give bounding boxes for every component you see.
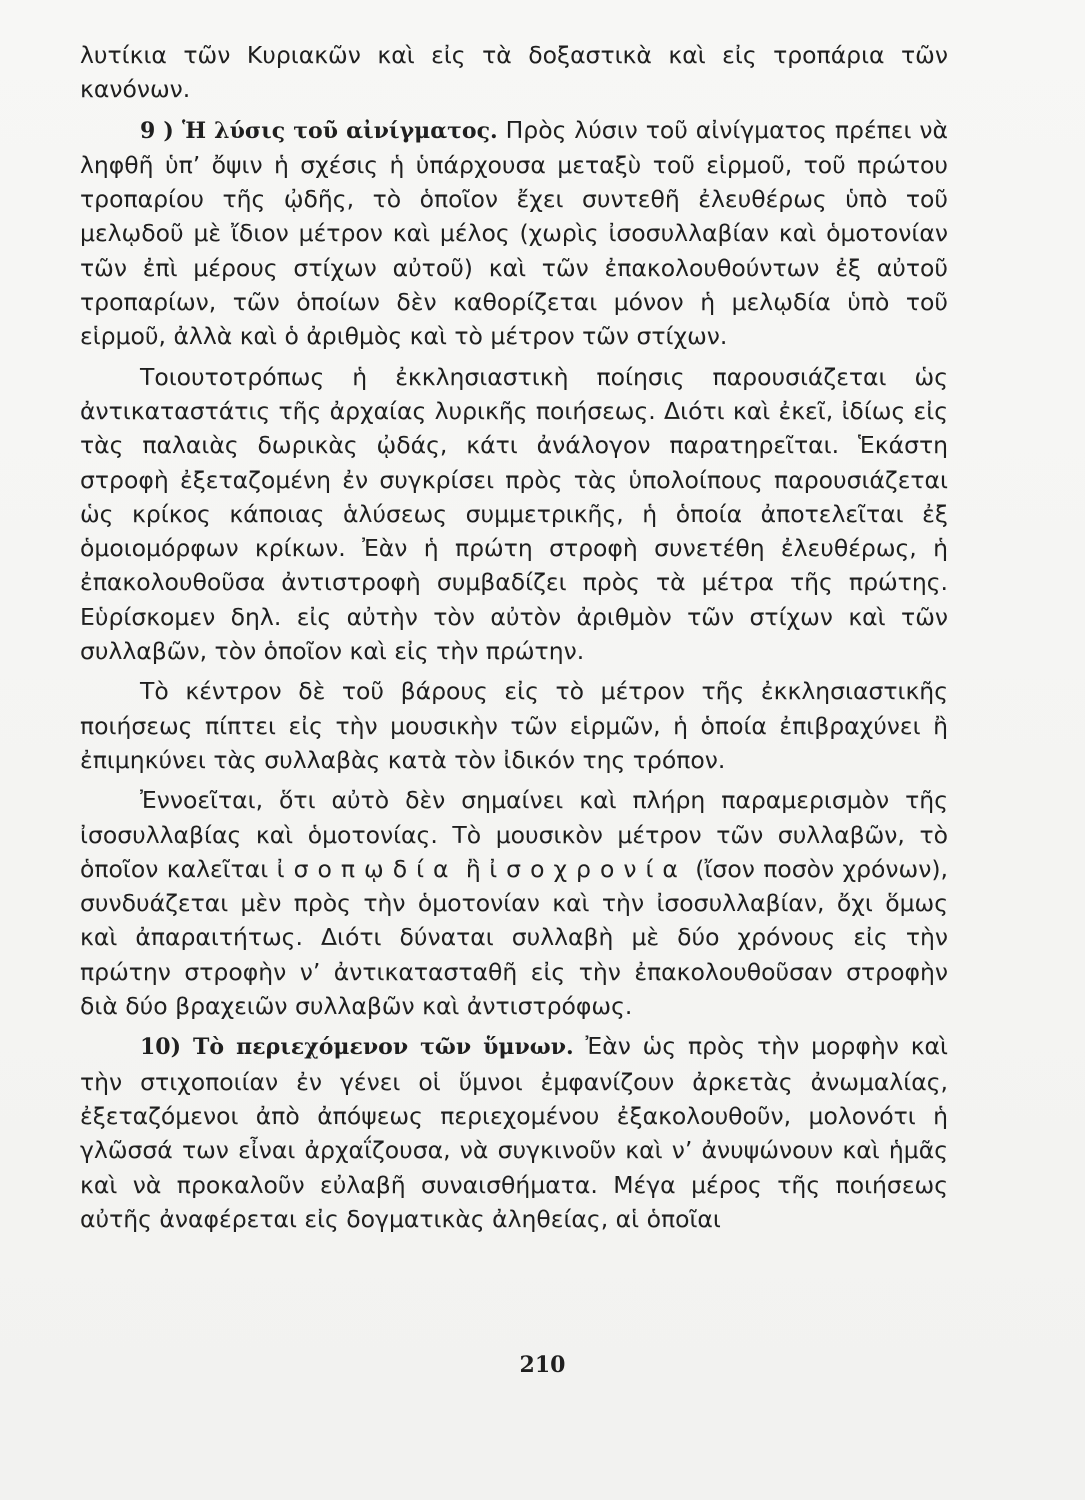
paragraph-1 — [80, 38, 948, 107]
paragraph-4-text: Τὸ κέντρον δὲ τοῦ βάρους εἰς τὸ μέτρον τῆς ἐκκλησιαστικῆς ποιήσεως πίπτει εἰς τὴν μουσικὴν τῶν εἱρμῶν, ἡ ὁποία ἐπιβραχύνει ἢ ἐπιμηκύνει τὰς συλλαβὰς κατὰ τὸν ἰδικόν της τρόπον. — [80, 677, 948, 774]
paragraph-5-text-b: (ἴσον ποσὸν χρόνων), συνδυάζεται μὲν πρὸς τὴν ὁμοτονίαν καὶ τὴν ἰσοσυλλαβίαν, ὄχι ὅμως καὶ ἀπαραιτήτως. Διότι δύναται συλλαβὴ μὲ δύο χρόνους εἰς τὴν πρώτην στροφὴν ν’ ἀντικατασταθῆ εἰς τὴν ἐπακολουθοῦσαν στροφὴν διὰ δύο βραχειῶν συλλαβῶν καὶ ἀντιστρόφως. — [80, 854, 948, 1021]
paragraph-5-text-a: Ἐννοεῖται, ὅτι αὐτὸ δὲν σημαίνει καὶ πλήρη παραμερισμὸν τῆς ἰσοσυλλαβίας καὶ ὁμοτονίας. Τὸ μουσικὸν μέτρον τῶν συλλαβῶν, τὸ ὁποῖον καλεῖται — [80, 786, 948, 883]
paragraph-5 — [80, 783, 948, 1023]
paragraph-6-text: Ἐὰν ὡς πρὸς τὴν μορφὴν καὶ τὴν στιχοποιίαν ἐν γένει οἱ ὕμνοι ἐμφανίζουν ἀρκετὰς ἀνωμαλίας, ἐξεταζόμενοι ἀπὸ ἀπόψεως περιεχομένου ἐξακολουθοῦν, μολονότι ἡ γλῶσσά των εἶναι ἀρχαΐζουσα, νὰ συγκινοῦν καὶ ν’ ἀνυψώνουν καὶ ἡμᾶς καὶ νὰ προκαλοῦν εὐλαβῆ συναισθήματα. Μέγα μέρος τῆς ποιήσεως αὐτῆς ἀναφέρεται εἰς δογματικὰς ἀληθείας, αἱ ὁποῖαι — [80, 1032, 948, 1233]
paragraph-3-text: Τοιουτοτρόπως ἡ ἐκκλησιαστικὴ ποίησις παρουσιάζεται ὡς ἀντικαταστάτις τῆς ἀρχαίας λυρικῆς ποιήσεως. Διότι καὶ ἐκεῖ, ἰδίως εἰς τὰς παλαιὰς δωρικὰς ᾠδάς, κάτι ἀνάλογον παρατηρεῖται. Ἑκάστη στροφὴ ἐξεταζομένη ἐν συγκρίσει πρὸς τὰς ὑπολοίπους παρουσιάζεται ὡς κρίκος κάποιας ἁλύσεως συμμετρικῆς, ἡ ὁποία ἀποτελεῖται ἐξ ὁμοιομόρφων κρίκων. Ἐὰν ἡ πρώτη στροφὴ συνετέθη ἐλευθέρως, ἡ ἐπακολουθοῦσα ἀντιστροφὴ συμβαδίζει πρὸς τὰ μέτρα τῆς πρώτης. Εὑρίσκομεν δηλ. εἰς αὐτὴν τὸν αὐτὸν ἀριθμὸν τῶν στίχων καὶ τῶν συλλαβῶν, τὸν ὁποῖον καὶ εἰς τὴν πρώτην. — [80, 362, 948, 666]
paragraph-1-text: λυτίκια τῶν Κυριακῶν καὶ εἰς τὰ δοξαστικὰ καὶ εἰς τροπάρια τῶν κανόνων. — [80, 41, 948, 104]
paragraph-4 — [80, 674, 948, 777]
section-10-heading: 10) Τὸ περιεχόμενον τῶν ὕμνων. — [140, 1034, 574, 1061]
section-9-heading: 9 ) Ἡ λύσις τοῦ αἰνίγματος. — [140, 117, 498, 144]
paragraph-5-conjunction: ἢ — [457, 854, 490, 883]
paragraph-3 — [80, 360, 948, 669]
page-number: 210 — [519, 1352, 566, 1378]
body-text — [80, 38, 948, 1236]
paragraph-2 — [80, 113, 948, 354]
term-isochronia: ἰσοχρονία — [489, 854, 687, 883]
paragraph-2-text: Πρὸς λύσιν τοῦ αἰνίγματος πρέπει νὰ ληφθῆ ὑπ’ ὄψιν ἡ σχέσις ἡ ὑπάρχουσα μεταξὺ τοῦ εἱρμοῦ, τοῦ πρώτου τροπαρίου τῆς ᾠδῆς, τὸ ὁποῖον ἔχει συντεθῆ ἐλευθέρως ὑπὸ τοῦ μελῳδοῦ μὲ ἴδιον μέτρον καὶ μέλος (χωρὶς ἰσοσυλλαβίαν καὶ ὁμοτονίαν τῶν ἐπὶ μέρους στίχων αὐτοῦ) καὶ τῶν ἐπακολουθούντων ἐξ αὐτοῦ τροπαρίων, τῶν ὁποίων δὲν καθορίζεται μόνον ἡ μελῳδία ὑπὸ τοῦ εἱρμοῦ, ἀλλὰ καὶ ὁ ἀριθμὸς καὶ τὸ μέτρον τῶν στίχων. — [80, 115, 948, 351]
term-isopodia: ἰσοπῳδία — [276, 854, 458, 883]
paragraph-6 — [80, 1029, 948, 1236]
